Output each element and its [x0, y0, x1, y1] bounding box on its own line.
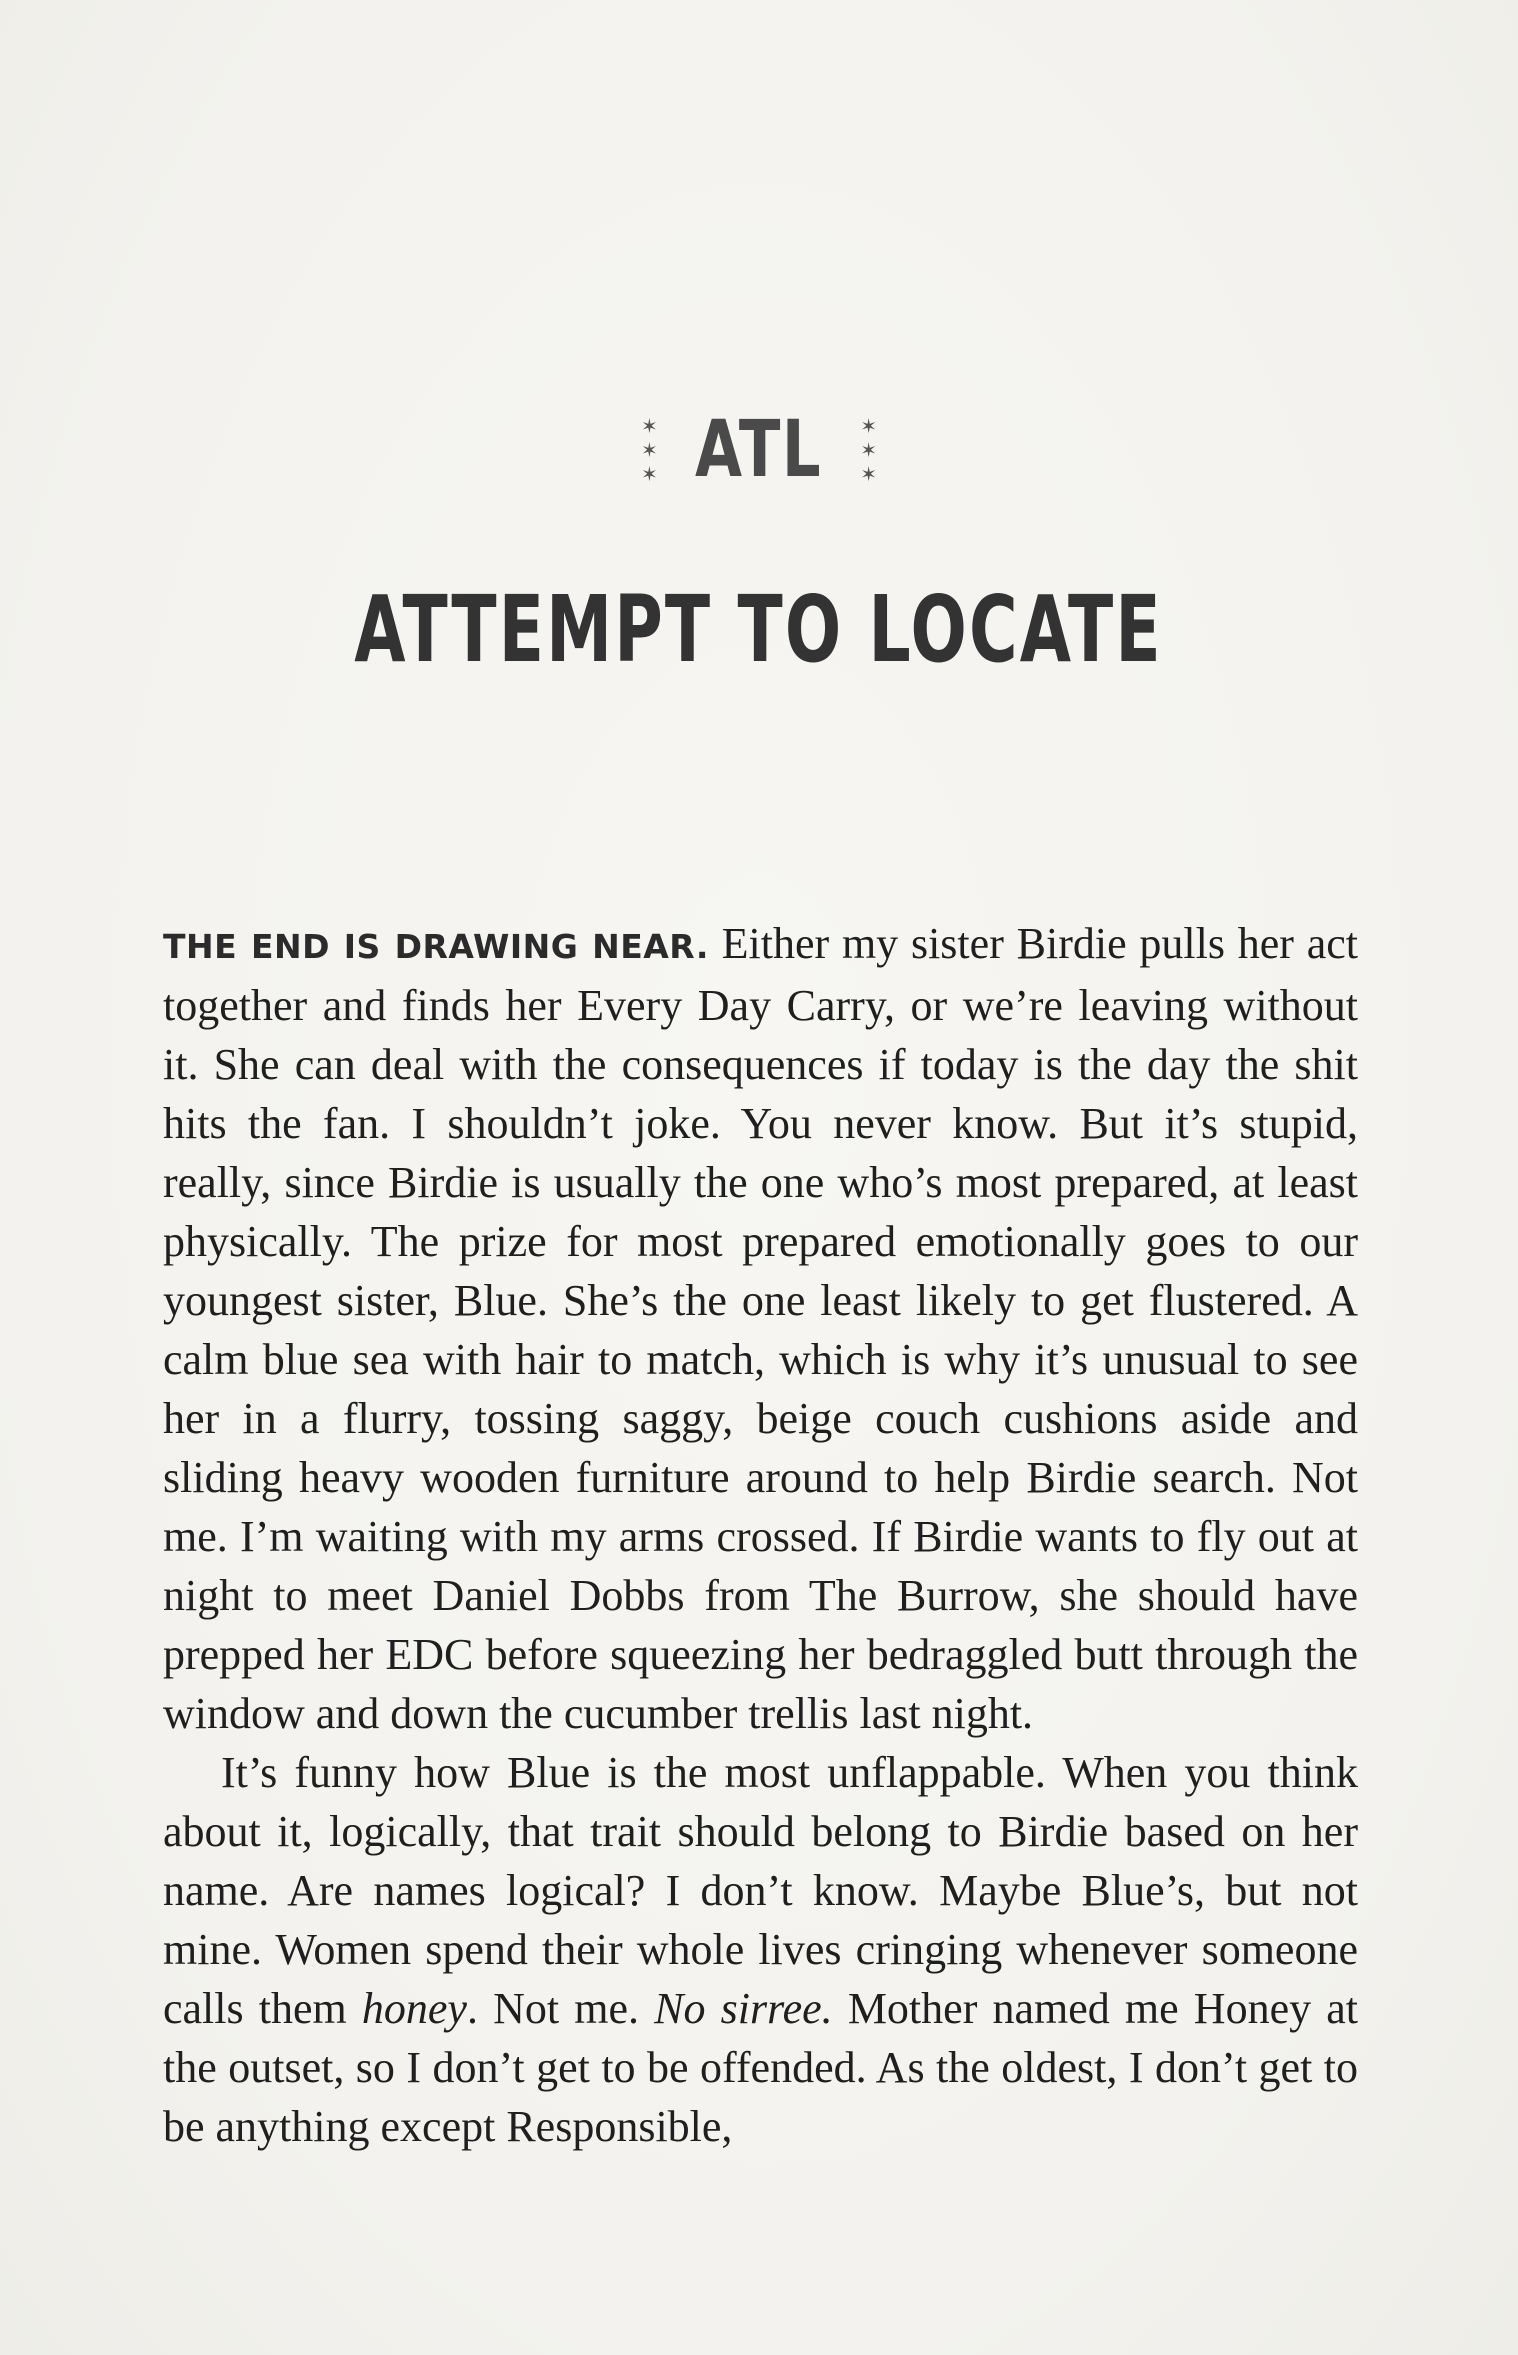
left-star-ornament — [631, 414, 667, 486]
chapter-title-text: ATTEMPT TO LOCATE — [354, 576, 1164, 683]
paragraph-2-text-b: . Not me. — [466, 1984, 655, 2033]
star-icon: ✶ — [641, 414, 658, 438]
paragraph-2 — [163, 1743, 1358, 2156]
lead-in: THE END IS DRAWING NEAR. — [163, 927, 709, 966]
emphasis-honey: honey — [361, 1984, 467, 2033]
star-icon: ✶ — [860, 462, 877, 486]
emphasis-no-sirree: No sirree. — [654, 1984, 833, 2033]
star-icon: ✶ — [860, 438, 877, 462]
paragraph-2-text-c: Mother named me Honey at the outset, so I don’t get to be offended. As the oldest, I don’t get to be anything except Responsible, — [163, 1984, 1359, 2151]
paragraph-1 — [163, 914, 1358, 1743]
chapter-header — [0, 395, 1518, 505]
paragraph-1-text: Either my sister Birdie pulls her act together and finds her Every Day Carry, or we’re leaving without it. She can deal with the consequences if today is the day the shit hits the fan. I shouldn’t joke. You never know. But it’s stupid, really, since Birdie is usually the one who’s most prepared, at least physically. The prize for most prepared emotionally goes to our youngest sister, Blue. She’s the one least likely to get flustered. A calm blue sea with hair to match, which is why it’s unusual to see her in a flurry, tossing saggy, beige couch cushions aside and sliding heavy wooden furniture around to help Birdie search. Not me. I’m waiting with my arms crossed. If Birdie wants to fly out at night to meet Daniel Dobbs from The Burrow, she should have prepped her EDC before squeezing her bedraggled butt through the window and down the cucumber trellis last night. — [163, 919, 1358, 1738]
right-star-ornament — [851, 414, 887, 486]
abbreviation-row — [0, 395, 1518, 505]
star-icon: ✶ — [641, 462, 658, 486]
body-text — [163, 914, 1358, 2156]
star-icon: ✶ — [641, 438, 658, 462]
chapter-title — [0, 576, 1518, 683]
paragraph-2-text-a: It’s funny how Blue is the most unflappable. When you think about it, logically, that trait should belong to Birdie based on her name. Are names logical? I don’t know. Maybe Blue’s, but not mine. Women spend their whole lives cringing whenever someone calls them — [163, 1748, 1358, 2033]
chapter-abbreviation: ATL — [695, 405, 823, 495]
star-icon: ✶ — [860, 414, 877, 438]
